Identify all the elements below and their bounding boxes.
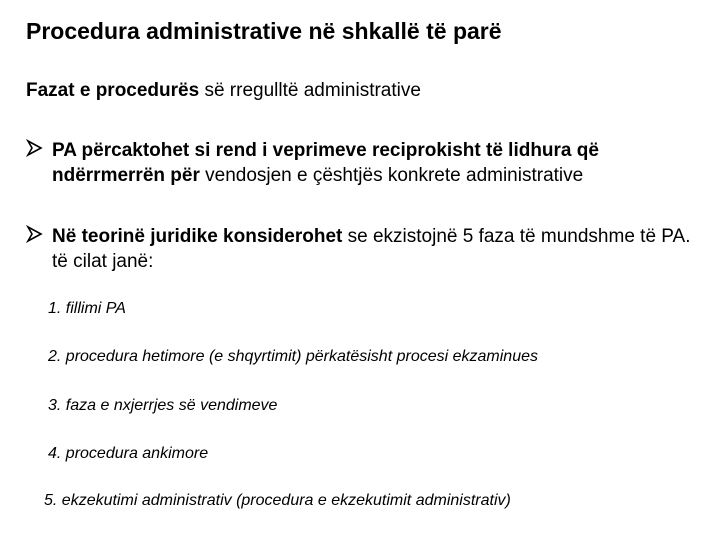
bullet-definition-text: [26, 138, 706, 188]
bullet-theory-bold: Në teorinë juridike konsiderohet: [52, 226, 343, 247]
subtitle-bold: Fazat e procedurës: [26, 80, 200, 101]
list-item: 4. procedura ankimore: [48, 445, 209, 462]
bullet-definition-bold: PA përcaktohet si rend i veprimeve reciprokisht të lidhura që ndërrmerrën për: [52, 140, 599, 186]
slide-subtitle: [26, 80, 421, 102]
bullet-definition-normal: vendosjen e çështjës konkrete administrative: [199, 165, 584, 186]
arrowhead-bullet-icon: [26, 138, 50, 165]
list-item: 5. ekzekutimi administrativ (procedura e ekzekutimit administrativ): [44, 492, 511, 509]
slide-title: Procedura administrative në shkallë të parë: [26, 18, 502, 44]
bullet-theory-normal: se ekzistojnë 5 faza të mundshme të PA. të cilat janë:: [52, 226, 691, 272]
list-item: 2. procedura hetimore (e shqyrtimit) përkatësisht procesi ekzaminues: [48, 348, 538, 365]
bullet-theory: [26, 224, 706, 274]
list-item: 1. fillimi PA: [48, 300, 126, 317]
bullet-theory-text: [26, 224, 706, 274]
list-item: 3. faza e nxjerrjes së vendimeve: [48, 397, 278, 414]
subtitle-normal: së rregulltë administrative: [199, 80, 421, 101]
arrowhead-bullet-icon: [26, 224, 50, 251]
bullet-definition: [26, 138, 706, 188]
